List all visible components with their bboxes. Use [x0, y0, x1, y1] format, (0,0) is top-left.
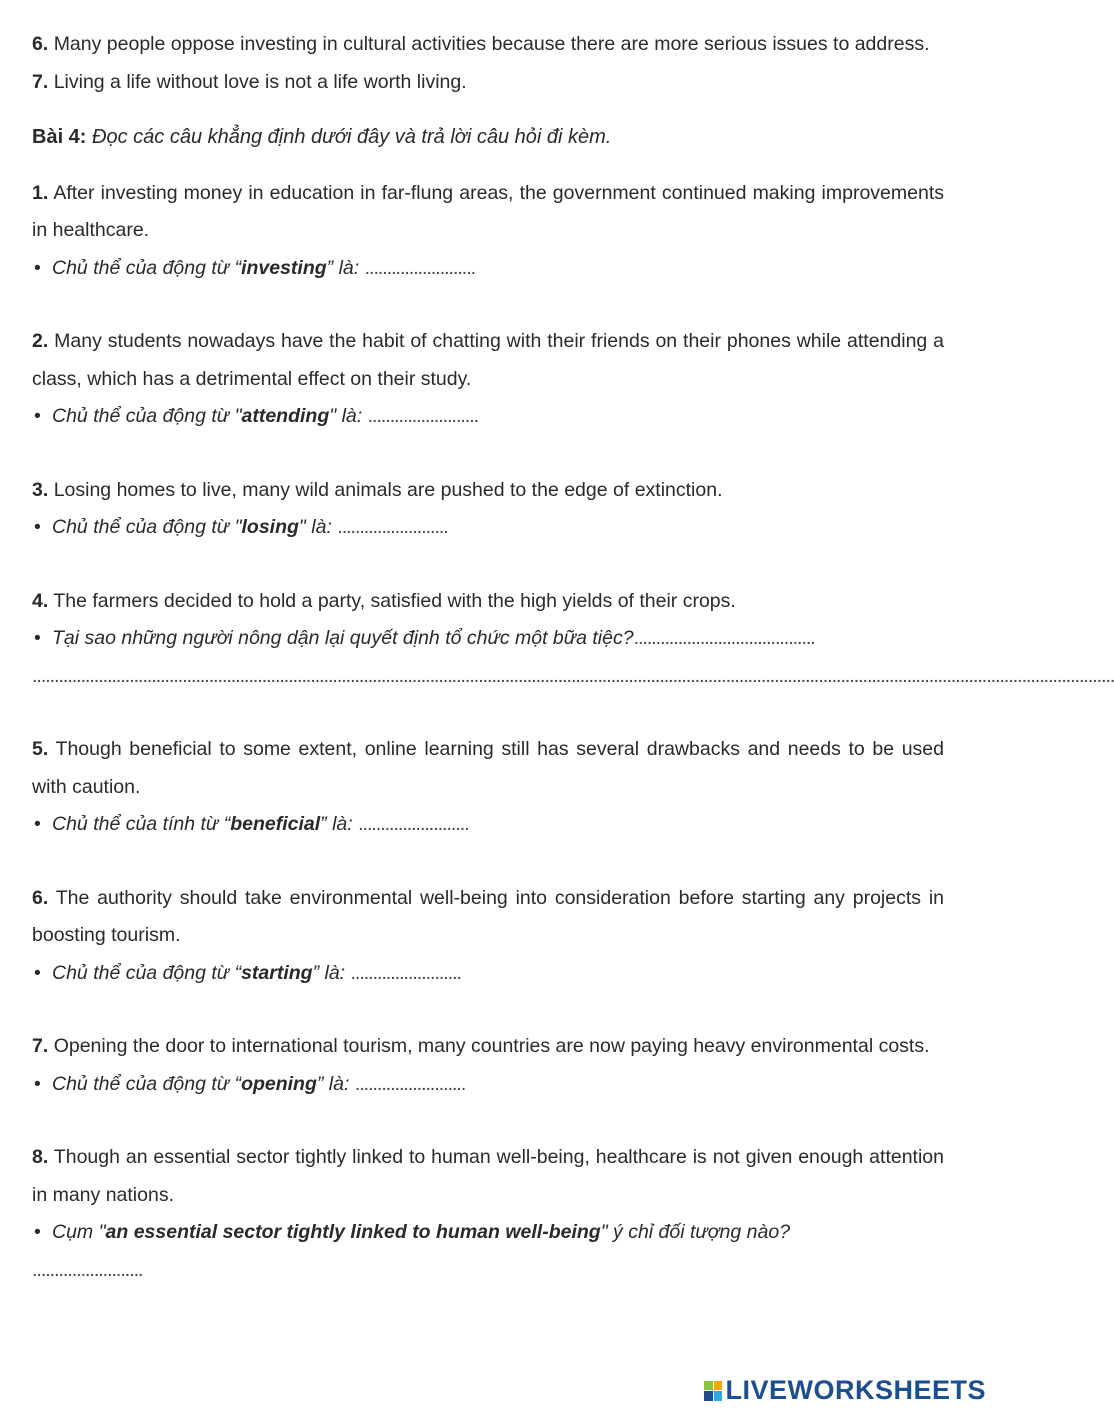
- item-1-question: • Chủ thể của động từ “investing” là: .........................: [32, 250, 944, 288]
- answer-line[interactable]: .....................................................................................................................................................................................................................................................: [32, 664, 1114, 687]
- answer-blank[interactable]: .........................: [350, 961, 461, 984]
- item-3-question: • Chủ thể của động từ "losing" là: .........................: [32, 509, 944, 547]
- prev-item-6: 6. Many people oppose investing in cultural activities because there are more serious issues to address.: [32, 33, 930, 55]
- item-5-sentence: 5. Though beneficial to some extent, online learning still has several drawbacks and needs to be used with caution.: [32, 738, 944, 798]
- exercise-heading: Bài 4: Đọc các câu khẳng định dưới đây và trả lời câu hỏi đi kèm.: [32, 126, 612, 148]
- liveworksheets-logo-icon: [704, 1381, 722, 1401]
- item-3-sentence: 3. Losing homes to live, many wild animals are pushed to the edge of extinction.: [32, 478, 723, 501]
- liveworksheets-brand: [704, 1375, 986, 1406]
- answer-blank[interactable]: .........................: [367, 405, 479, 427]
- item-8-answer-row: [32, 1252, 944, 1290]
- item-5-question: • Chủ thể của tính từ “beneficial” là: .........................: [32, 806, 944, 844]
- item-7-question: • Chủ thể của động từ “opening” là: .........................: [32, 1066, 944, 1104]
- item-8-question: • Cụm "an essential sector tightly linked to human well-being" ý chỉ đối tượng nào?: [32, 1214, 944, 1252]
- item-8-sentence: 8. Though an essential sector tightly linked to human well-being, healthcare is not given enough attention in many nations.: [32, 1146, 944, 1206]
- prev-item-7: 7. Living a life without love is not a life worth living.: [32, 70, 467, 93]
- item-4-sentence: 4. The farmers decided to hold a party, satisfied with the high yields of their crops.: [32, 589, 736, 612]
- item-6-sentence: 6. The authority should take environmental well-being into consideration before starting any projects in boosting tourism.: [32, 886, 944, 946]
- answer-blank[interactable]: .........................: [32, 1258, 143, 1281]
- item-4-question: • Tại sao những người nông dận lại quyết định tổ chức một bữa tiệc?.........................................: [32, 620, 944, 658]
- item-6-question: • Chủ thể của động từ “starting” là: .........................: [32, 955, 944, 993]
- item-2-sentence: 2. Many students nowadays have the habit of chatting with their friends on their phones while attending a class, which has a detrimental effect on their study.: [32, 330, 944, 390]
- answer-blank[interactable]: .........................: [358, 813, 469, 835]
- item-7-sentence: 7. Opening the door to international tourism, many countries are now paying heavy environmental costs.: [32, 1035, 930, 1057]
- answer-blank[interactable]: .........................: [364, 256, 476, 279]
- item-2-question: • Chủ thể của động từ "attending" là: .........................: [32, 398, 944, 436]
- worksheet-page: [32, 26, 1114, 1289]
- answer-blank[interactable]: .........................: [337, 516, 448, 538]
- brand-name: LIVEWORKSHEETS: [725, 1375, 986, 1405]
- answer-blank[interactable]: .........................: [354, 1072, 466, 1095]
- answer-blank[interactable]: .........................................: [633, 627, 815, 649]
- item-1-sentence: 1. After investing money in education in far-flung areas, the government continued making improvements in healthcare.: [32, 181, 945, 241]
